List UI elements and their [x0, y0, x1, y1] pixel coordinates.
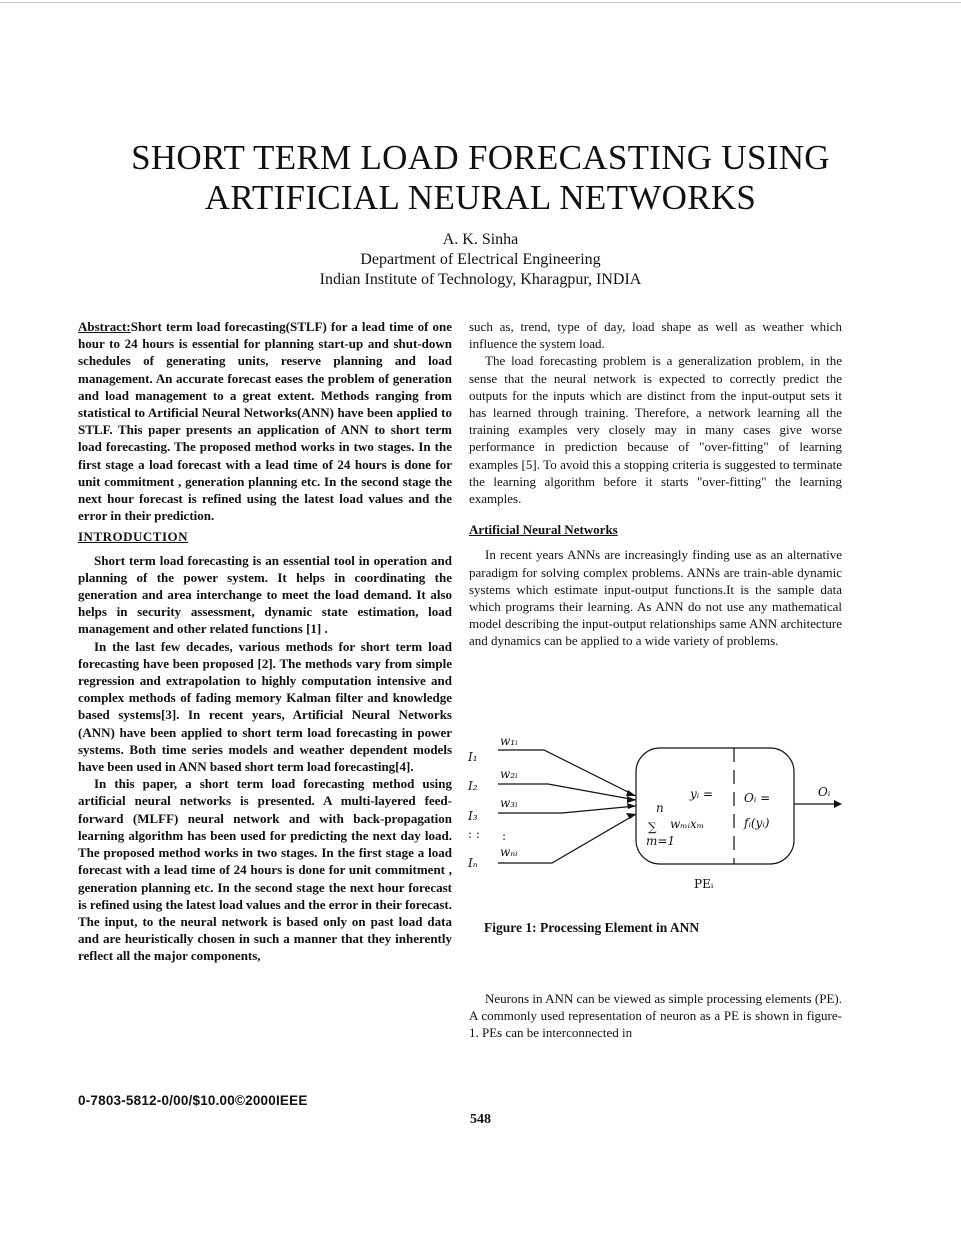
scan-border — [0, 2, 961, 3]
figure-1 — [462, 728, 842, 898]
pe-diagram — [462, 728, 842, 898]
intro-paragraph-3: In this paper, a short term load forecasting method using artificial neural networks is presented. A multi-layered feed-forward (MLFF) neural network and with back-propagation learning algorithm has been used for predicting the next day load. The proposed method works in two stages. In the first stage a load forecast with a lead time of 24 hours is done for unit commitment , generation planning etc. In the second stage the next hour forecast is refined using the latest load values and the error in their forecast. The input, to the neural network is based only on past load data and are heuristically chosen in such a manner that they inherently reflect all the major components, — [78, 776, 452, 964]
weight-label-3: w₃ᵢ — [500, 796, 518, 810]
abstract-text: Short term load forecasting(STLF) for a lead time of one hour to 24 hours is essential for planning start-up and shut-down schedules of generating units, reserve planning and load management. An accurate forecast eases the problem of generation and load management to a great extent. Methods ranging from statistical to Artificial Neural Networks(ANN) have been applied to STLF. This paper presents an application of ANN to short term load forecasting. The proposed method works in two stages. In the first stage a load forecast with a lead time of 24 hours is done for unit commitment , generation planning etc. In the second stage the next hour forecast is refined using the latest load values and the error in their prediction. — [78, 319, 452, 524]
output-label: Oᵢ — [818, 785, 831, 799]
footer-copyright-code: 0-7803-5812-0/00/$10.00©2000IEEE — [78, 1093, 308, 1108]
connection-2 — [498, 784, 636, 800]
connection-n — [498, 814, 636, 863]
arrowhead-1 — [626, 790, 636, 796]
output-function: fᵢ(yᵢ) — [744, 816, 770, 830]
sum-lhs: yᵢ = — [690, 787, 714, 801]
connection-3 — [498, 806, 636, 813]
author-name: A. K. Sinha — [442, 231, 519, 248]
weight-ellipsis: : — [502, 829, 507, 843]
abstract — [78, 318, 452, 524]
intro-paragraph-1: Short term load forecasting is an essential tool in operation and planning of the power system. It helps in coordinating the generation and area interchange to meet the load demand. It also helps in security assessment, dynamic state estimation, load management and other related functions [1] . — [78, 552, 452, 637]
ann-heading: Artificial Neural Networks — [469, 522, 618, 538]
figure-caption: Figure 1: Processing Element in ANN — [484, 920, 700, 935]
title-line-2: ARTIFICIAL NEURAL NETWORKS — [204, 178, 757, 217]
connection-1 — [498, 750, 636, 796]
neurons-block — [469, 990, 842, 1042]
author-institute: Indian Institute of Technology, Kharagpur, INDIA — [319, 271, 642, 288]
output-arrowhead — [834, 800, 842, 808]
pe-label: PEᵢ — [694, 877, 714, 891]
output-lhs: Oᵢ = — [744, 791, 771, 805]
ann-paragraph: In recent years ANNs are increasingly finding use as an alternative paradigm for solving complex problems. ANNs are train-able dynamic systems which estimate input-output functions.It is the sample data which programs their learning. As ANN do not use any mathematical model describing the input-output relationships same ANN architecture and dynamics can be applied to a wide variety of problems. — [469, 547, 842, 649]
arrowhead-3 — [627, 803, 636, 809]
input-label-3: I₃ — [468, 809, 478, 823]
introduction-heading: INTRODUCTION — [78, 529, 189, 545]
input-label-1: I₁ — [468, 750, 478, 764]
author-block — [0, 230, 961, 290]
arrowhead-2 — [627, 796, 636, 803]
author-department: Department of Electrical Engineering — [360, 251, 601, 268]
page-number: 548 — [470, 1112, 491, 1127]
input-ellipsis: : : — [468, 827, 480, 841]
sum-lower-limit: m=1 — [646, 834, 676, 848]
right-column — [469, 318, 842, 650]
sum-term: wₘᵢxₘ — [670, 817, 705, 831]
input-connections — [498, 750, 636, 863]
input-label-n: Iₙ — [468, 856, 478, 870]
intro-paragraph-2: In the last few decades, various methods for short term load forecasting have been proposed [2]. The methods vary from simple regression and extrapolation to highly computation intensive and complex methods of fading memory Kalman filter and knowledge based systems[3]. In recent years, Artificial Neural Networks (ANN) have been applied to short term load forecasting in power systems. Both time series models and weather dependent models have been used in ANN based short term load forecasting[4]. — [78, 638, 452, 775]
sum-upper-limit: n — [656, 801, 664, 815]
weight-label-n: wₙᵢ — [500, 845, 518, 859]
neurons-paragraph: Neurons in ANN can be viewed as simple processing elements (PE). A commonly used representation of neuron as a PE is shown in figure-1. PEs can be interconnected in — [469, 991, 842, 1041]
input-label-2: I₂ — [468, 779, 478, 793]
left-column — [78, 318, 452, 965]
continuation-paragraph: such as, trend, type of day, load shape as well as weather which influence the system load. — [469, 319, 842, 352]
sum-symbol: ∑ — [648, 820, 657, 834]
title-line-1: SHORT TERM LOAD FORECASTING USING — [131, 138, 830, 177]
generalization-paragraph: The load forecasting problem is a generalization problem, in the sense that the neural network is expected to correctly predict the outputs for the inputs which are distinct from the input-output sets it has learned through training. Therefore, a network learning all the training examples very closely may in many cases give worse performance in prediction because of "over-fitting" of learning examples [5]. To avoid this a stopping criteria is suggested to terminate the learning algorithm before it starts "over-fitting" the learning examples. — [469, 353, 842, 507]
weight-label-2: w₂ᵢ — [500, 767, 518, 781]
abstract-label: Abstract: — [78, 319, 131, 334]
paper-title — [60, 138, 901, 218]
arrowhead-n — [626, 813, 636, 819]
weight-label-1: w₁ᵢ — [500, 734, 518, 748]
arrowheads — [626, 790, 636, 819]
